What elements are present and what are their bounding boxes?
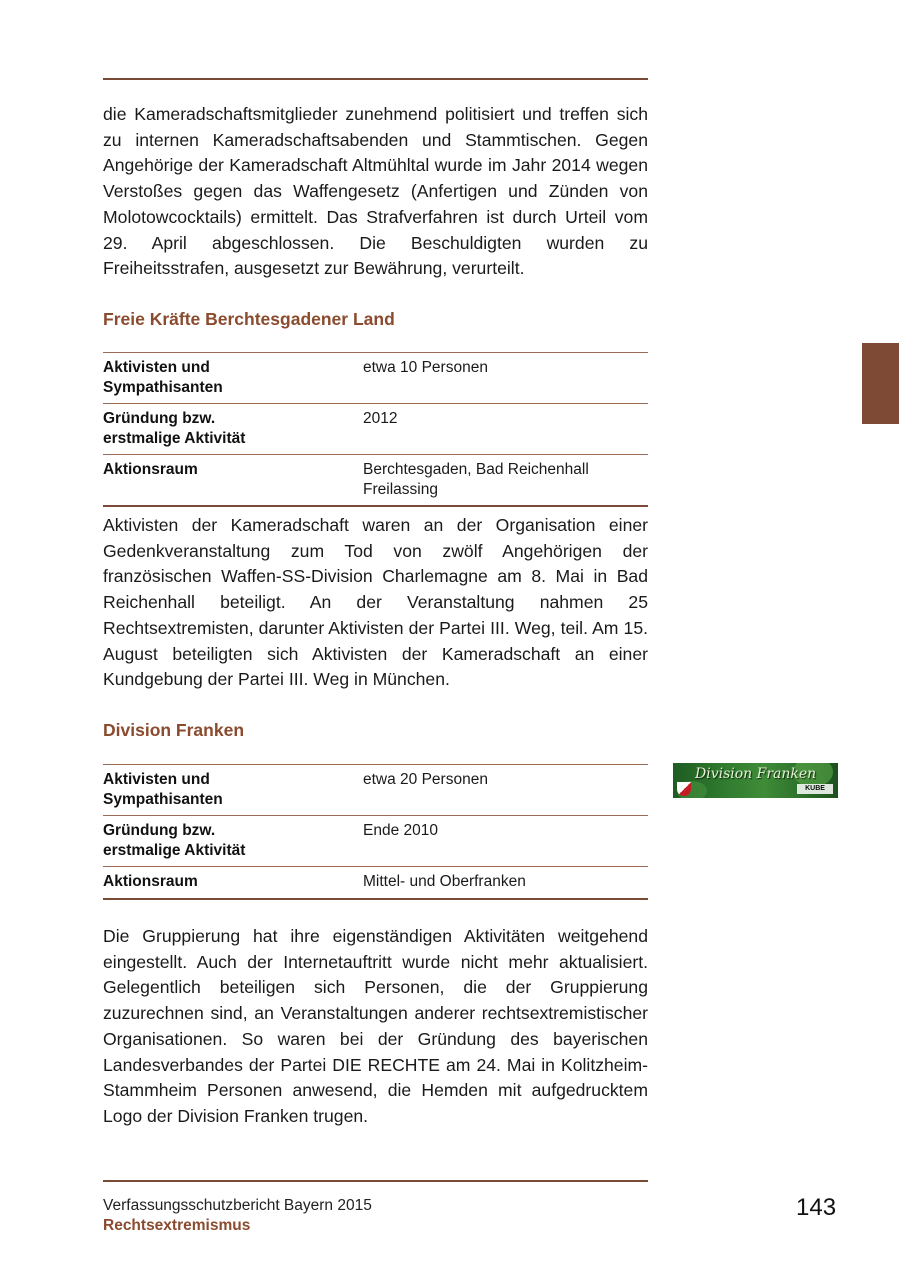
chapter-tab-marker xyxy=(862,343,899,424)
footer-section-name: Rechtsextremismus xyxy=(103,1217,251,1234)
row-label-line: Gründung bzw. xyxy=(103,410,216,427)
row-label-line: erstmalige Aktivität xyxy=(103,841,246,859)
row-value xyxy=(363,409,648,448)
table-row xyxy=(103,403,648,454)
row-value-line: Berchtesgaden, Bad Reichenhall xyxy=(363,461,589,478)
row-value xyxy=(363,821,648,860)
section-heading-division-franken: Division Franken xyxy=(103,720,245,740)
franconian-rake-shield-icon xyxy=(677,782,691,796)
division-franken-banner-image xyxy=(673,763,838,798)
row-label-line: Aktivisten und xyxy=(103,771,210,788)
row-label-line: Gründung bzw. xyxy=(103,822,216,839)
row-value xyxy=(363,358,648,397)
row-value xyxy=(363,460,648,499)
row-label xyxy=(103,460,363,499)
row-value xyxy=(363,770,648,809)
body-paragraph-1: die Kameradschaftsmitglieder zunehmend politisiert und treffen sich zu internen Kameradschaftsabenden und Stammtischen. Gegen Angehörige der Kameradschaft Altmühltal wurde im Jahr 2014 wegen Verstoßes gegen das Waffengesetz (Anfertigen und Zünden von Molotowcocktails) ermittelt. Das Strafverfahren ist durch Urteil vom 29. April abgeschlossen. Die Beschuldigten wurden zu Freiheitsstrafen, ausgesetzt zur Bewährung, verurteilt. xyxy=(103,104,648,279)
table-row xyxy=(103,866,648,900)
table-row xyxy=(103,352,648,403)
footer-rule xyxy=(103,1180,648,1182)
banner-tag: KUBE xyxy=(797,784,833,794)
row-label-line: Sympathisanten xyxy=(103,378,223,396)
row-value-line: Freilassing xyxy=(363,480,438,498)
table-row xyxy=(103,454,648,507)
footer-title: Verfassungsschutzbericht Bayern 2015 xyxy=(103,1197,372,1214)
body-paragraph-2: Aktivisten der Kameradschaft waren an der Organisation einer Gedenkveranstaltung zum Tod von zwölf Angehörigen der französischen Waffen-SS-Division Charlemagne am 8. Mai in Bad Reichenhall beteiligt. An der Veranstaltung nahmen 25 Rechtsextremisten, darunter Aktivisten der Partei III. Weg, teil. Am 15. August beteiligten sich Aktivisten der Kameradschaft an einer Kundgebung der Partei III. Weg in München. xyxy=(103,515,648,690)
row-label xyxy=(103,770,363,809)
row-value-line: etwa 20 Personen xyxy=(363,771,488,788)
row-value-line: etwa 10 Personen xyxy=(363,359,488,376)
row-label-line: Aktivisten und xyxy=(103,359,210,376)
top-rule xyxy=(103,78,648,80)
info-table-freie-kraefte xyxy=(103,352,648,507)
body-paragraph-3: Die Gruppierung hat ihre eigenständigen Aktivitäten weitgehend eingestellt. Auch der Internetauftritt wurde nicht mehr aktualisiert. Gelegentlich beteiligen sich Personen, die der Gruppierung zuzurechnen sind, an Veranstaltungen anderer rechtsextremistischer Organisationen. So waren bei der Gründung des bayerischen Landesverbandes der Partei DIE RECHTE am 24. Mai in Kolitzheim-Stammheim Personen anwesend, die Hemden mit aufgedrucktem Logo der Division Franken trugen. xyxy=(103,926,648,1126)
row-value xyxy=(363,872,648,892)
row-label-line: erstmalige Aktivität xyxy=(103,429,246,447)
row-value-line: 2012 xyxy=(363,410,398,427)
page-number: 143 xyxy=(796,1194,837,1221)
table-row xyxy=(103,815,648,866)
section-heading-freie-kraefte: Freie Kräfte Berchtesgadener Land xyxy=(103,309,395,329)
info-table-division-franken xyxy=(103,764,648,900)
row-label xyxy=(103,821,363,860)
table-row xyxy=(103,764,648,815)
row-label xyxy=(103,409,363,448)
row-label xyxy=(103,358,363,397)
row-label-line: Sympathisanten xyxy=(103,790,223,808)
row-value-line: Mittel- und Oberfranken xyxy=(363,873,526,890)
row-value-line: Ende 2010 xyxy=(363,822,438,839)
row-label-line: Aktionsraum xyxy=(103,873,198,890)
row-label xyxy=(103,872,363,892)
row-label-line: Aktionsraum xyxy=(103,461,198,478)
banner-text: Division Franken xyxy=(695,766,817,782)
